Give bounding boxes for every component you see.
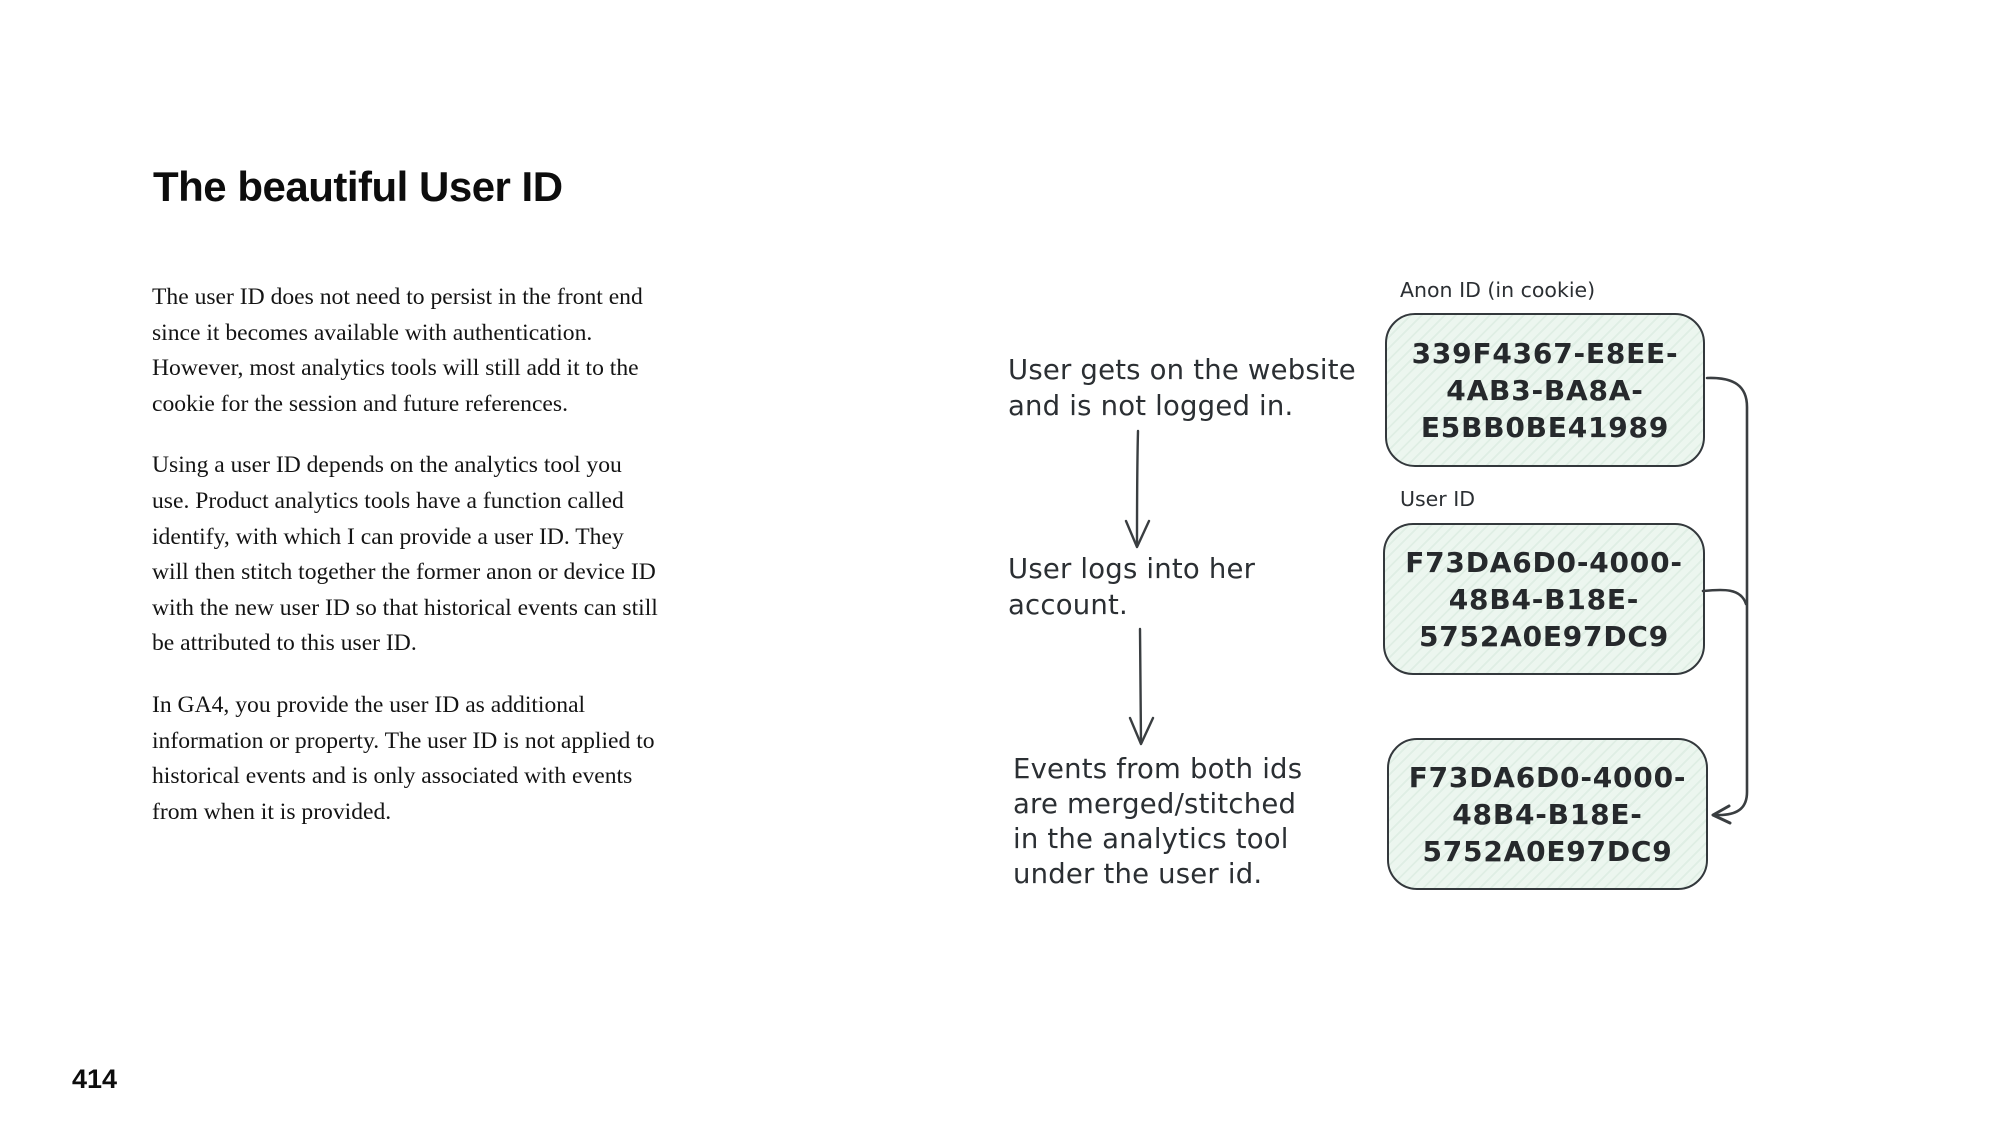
step-label-line: are merged/stitched — [1013, 788, 1297, 820]
connector-joint — [1703, 590, 1746, 604]
id-text-line: 339F4367-E8EE- — [1411, 336, 1679, 370]
page-title: The beautiful User ID — [153, 163, 563, 210]
merged-id-box — [1387, 738, 1708, 890]
id-text-line: 5752A0E97DC9 — [1422, 834, 1673, 868]
user-id-box — [1383, 523, 1705, 675]
step-label-anon-visit — [1008, 352, 1356, 424]
step-label-line: User gets on the website — [1008, 354, 1356, 386]
article-body — [152, 280, 664, 830]
page-number: 414 — [72, 1064, 118, 1094]
connector-arrow-icon — [1707, 378, 1747, 823]
step-label-login — [1008, 551, 1255, 623]
id-text-line: 48B4-B18E- — [1448, 582, 1640, 616]
step-label-line: User logs into her — [1008, 553, 1256, 585]
step-label-line: account. — [1008, 589, 1128, 621]
step-label-merge — [1013, 752, 1302, 892]
user-id-caption: User ID — [1400, 487, 1476, 511]
id-text-line: F73DA6D0-4000- — [1405, 545, 1683, 579]
id-text-line: E5BB0BE41989 — [1420, 410, 1670, 444]
anon-id-box — [1385, 313, 1705, 467]
step-label-line: Events from both ids — [1013, 753, 1303, 785]
step-label-line: and is not logged in. — [1008, 390, 1294, 422]
id-text-line: F73DA6D0-4000- — [1408, 760, 1687, 794]
paragraph: The user ID does not need to persist in the front end since it becomes available with authentication. However, most analytics tools will still add it to the cookie for the session and future references. — [152, 284, 643, 417]
step-label-line: under the user id. — [1013, 858, 1263, 890]
paragraph: In GA4, you provide the user ID as additional information or property. The user ID is not applied to historical events and is only associated with events from when it is provided. — [152, 691, 655, 825]
step-label-line: in the analytics tool — [1013, 823, 1289, 855]
id-text-line: 5752A0E97DC9 — [1418, 619, 1670, 653]
id-text-line: 4AB3-BA8A- — [1446, 373, 1644, 407]
id-text-line: 48B4-B18E- — [1452, 797, 1643, 831]
arrow-down-icon — [1130, 629, 1153, 744]
paragraph: Using a user ID depends on the analytics tool you use. Product analytics tools have a function called identify, with which I can provide a user ID. They will then stitch together the former anon or device ID with the new user ID so that historical events can still be attributed to this user ID. — [152, 452, 658, 657]
arrow-down-icon — [1126, 431, 1149, 547]
anon-id-caption: Anon ID (in cookie) — [1400, 278, 1596, 302]
